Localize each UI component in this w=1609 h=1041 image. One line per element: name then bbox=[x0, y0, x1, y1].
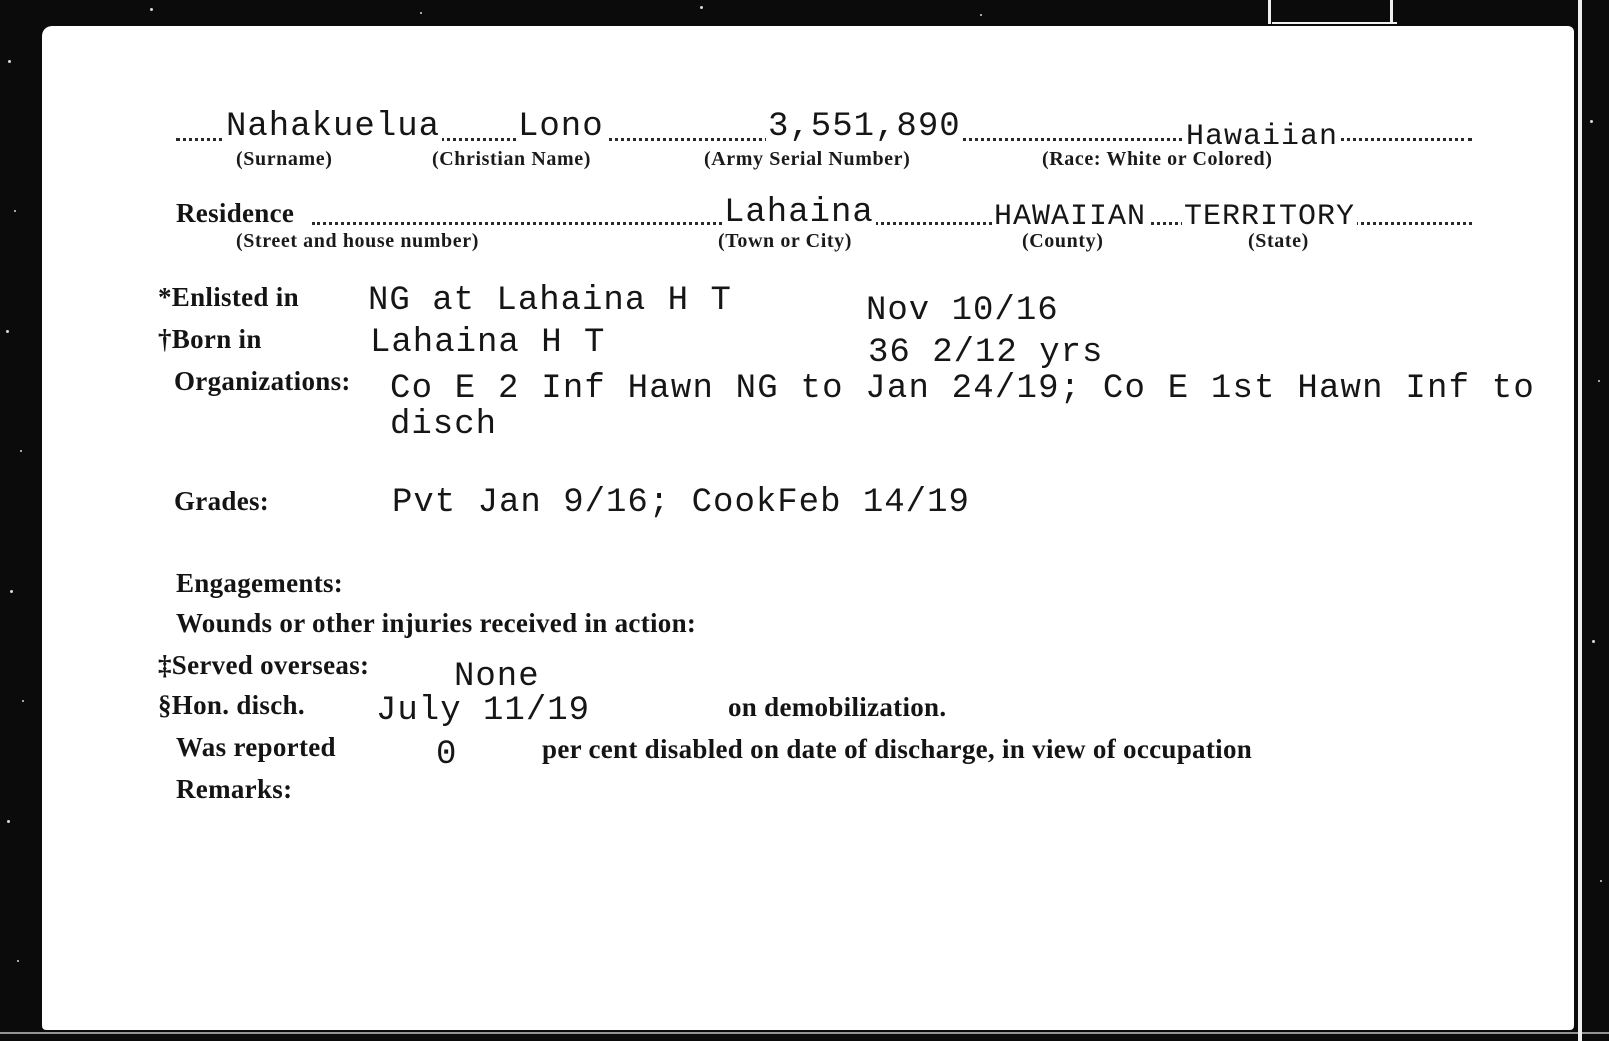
grades-label: Grades: bbox=[174, 486, 270, 516]
serial-number-caption: (Army Serial Number) bbox=[704, 148, 911, 170]
engagements-label: Engagements: bbox=[176, 568, 344, 598]
served-overseas-value: None bbox=[454, 658, 540, 696]
enlisted-place-value: NG at Lahaina H T bbox=[368, 282, 732, 320]
disabled-text: per cent disabled on date of discharge, in view of occupation bbox=[542, 734, 1253, 764]
scan-edge-bar-top-3 bbox=[1272, 22, 1397, 24]
scan-speck bbox=[20, 450, 22, 452]
disabled-percent-value: 0 bbox=[436, 736, 458, 774]
scan-speck bbox=[8, 60, 11, 63]
was-reported-label: Was reported bbox=[176, 732, 336, 762]
race-value: Hawaiian bbox=[1186, 120, 1339, 154]
scan-speck bbox=[1598, 380, 1600, 382]
hon-disch-label: §Hon. disch. bbox=[158, 690, 305, 720]
residence-label: Residence bbox=[176, 198, 295, 228]
served-overseas-label: ‡Served overseas: bbox=[158, 650, 370, 680]
born-label: †Born in bbox=[158, 324, 262, 354]
race-caption: (Race: White or Colored) bbox=[1042, 148, 1273, 170]
surname-value: Nahakuelua bbox=[226, 108, 441, 146]
scan-speck bbox=[10, 590, 13, 593]
demobilization-text: on demobilization. bbox=[728, 692, 947, 722]
scan-edge-bar-top bbox=[1268, 0, 1271, 24]
street-caption: (Street and house number) bbox=[236, 230, 479, 252]
scan-speck bbox=[14, 210, 16, 212]
scan-speck bbox=[17, 960, 19, 962]
town-caption: (Town or City) bbox=[718, 230, 852, 252]
scan-speck bbox=[7, 820, 10, 823]
serial-number-value: 3,551,890 bbox=[768, 108, 961, 146]
scan-edge-bar-right bbox=[1578, 0, 1582, 1041]
christian-name-value: Lono bbox=[518, 108, 604, 146]
scan-speck bbox=[1600, 880, 1602, 882]
scan-speck bbox=[22, 700, 24, 702]
scan-edge-bar-top-2 bbox=[1390, 0, 1393, 24]
record-card bbox=[42, 26, 1574, 1030]
grades-value: Pvt Jan 9/16; CookFeb 14/19 bbox=[392, 484, 970, 522]
remarks-label: Remarks: bbox=[176, 774, 293, 804]
scan-speck bbox=[150, 8, 153, 11]
scan-speck bbox=[1590, 120, 1593, 123]
christian-name-caption: (Christian Name) bbox=[432, 148, 592, 170]
organizations-value-line2: disch bbox=[390, 406, 498, 444]
residence-state-value: TERRITORY bbox=[1184, 200, 1356, 234]
residence-county-value: HAWAIIAN bbox=[994, 200, 1147, 234]
county-caption: (County) bbox=[1022, 230, 1104, 252]
wounds-label: Wounds or other injuries received in action: bbox=[176, 608, 697, 638]
scan-edge-bar-bottom bbox=[0, 1032, 1609, 1034]
scan-speck bbox=[420, 12, 422, 14]
scan-speck bbox=[700, 6, 703, 9]
organizations-label: Organizations: bbox=[174, 366, 351, 396]
residence-town-value: Lahaina bbox=[724, 194, 874, 232]
enlisted-label: *Enlisted in bbox=[158, 282, 299, 312]
scan-speck bbox=[980, 14, 982, 16]
scan-speck bbox=[1592, 640, 1595, 643]
surname-caption: (Surname) bbox=[236, 148, 333, 170]
born-place-value: Lahaina H T bbox=[370, 324, 606, 362]
hon-disch-date-value: July 11/19 bbox=[376, 692, 591, 730]
organizations-value-line1: Co E 2 Inf Hawn NG to Jan 24/19; Co E 1st Hawn Inf to bbox=[390, 370, 1535, 408]
state-caption: (State) bbox=[1248, 230, 1309, 252]
enlisted-date-value: Nov 10/16 bbox=[866, 292, 1059, 330]
scan-speck bbox=[6, 330, 9, 333]
age-value: 36 2/12 yrs bbox=[868, 334, 1104, 372]
